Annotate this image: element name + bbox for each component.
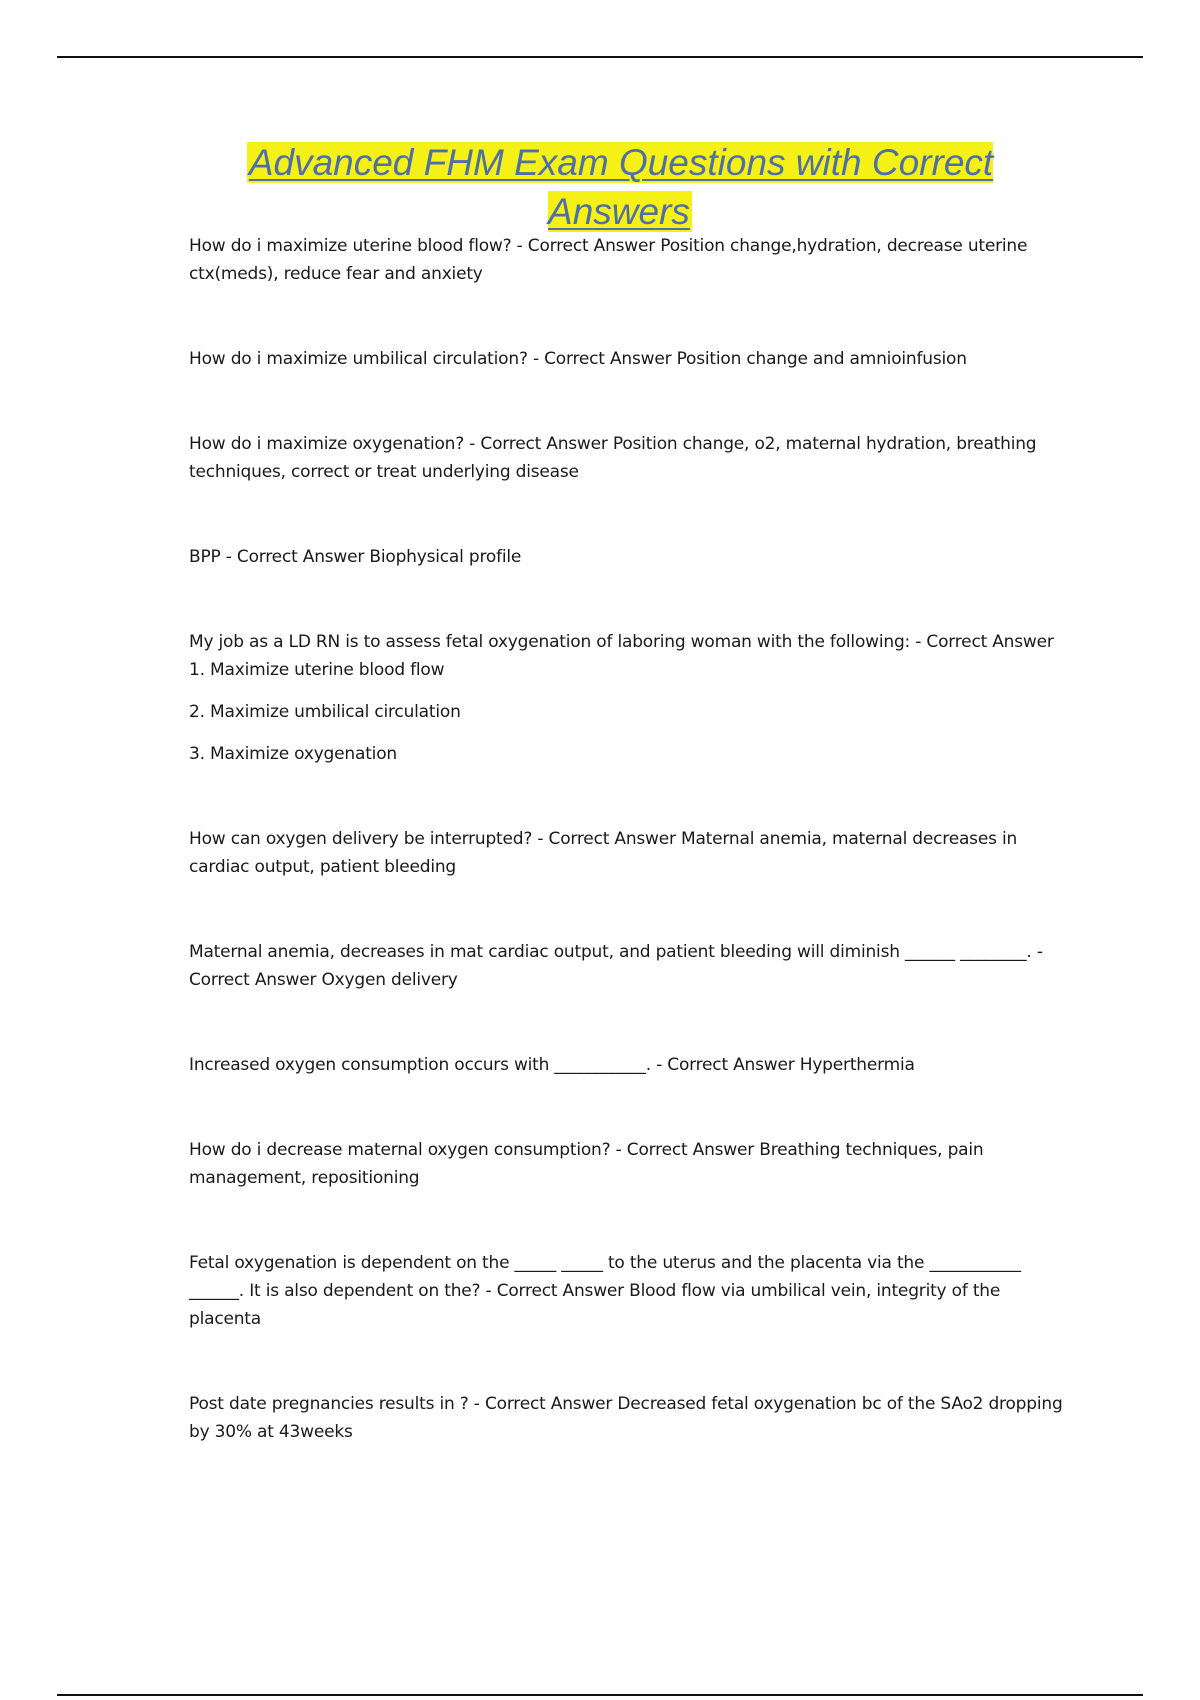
qa-text: Fetal oxygenation is dependent on the _____ _____ to the uterus and the placenta via the ___________ ______. It is also dependent on the? - Correct Answer Blood flow via umbilical vein, integrity of the placenta	[189, 1253, 1021, 1329]
qa-text: My job as a LD RN is to assess fetal oxygenation of laboring woman with the following: - Correct Answer 1. Maximize uterine blood flow	[189, 632, 1054, 680]
qa-item	[189, 543, 1069, 571]
qa-item	[189, 938, 1069, 994]
title-highlight: Advanced FHM Exam Questions with Correct Answers	[248, 142, 994, 232]
qa-item	[189, 1249, 1069, 1333]
qa-text: Maternal anemia, decreases in mat cardiac output, and patient bleeding will diminish ______ ________. - Correct Answer Oxygen delivery	[189, 942, 1043, 990]
qa-item	[189, 1390, 1069, 1446]
top-divider	[57, 56, 1143, 58]
page-title	[190, 138, 1050, 236]
qa-text: BPP - Correct Answer Biophysical profile	[189, 547, 522, 567]
qa-text: How can oxygen delivery be interrupted? - Correct Answer Maternal anemia, maternal decreases in cardiac output, patient bleeding	[189, 829, 1018, 877]
qa-item	[189, 430, 1069, 486]
qa-text: Increased oxygen consumption occurs with ___________. - Correct Answer Hyperthermia	[189, 1055, 915, 1075]
bottom-divider	[57, 1694, 1143, 1696]
qa-text: How do i decrease maternal oxygen consumption? - Correct Answer Breathing techniques, pain management, repositioning	[189, 1140, 984, 1188]
qa-item	[189, 1051, 1069, 1079]
qa-list-line: 2. Maximize umbilical circulation	[189, 702, 461, 722]
qa-item	[189, 628, 1069, 768]
qa-item	[189, 1136, 1069, 1192]
qa-list-line: 3. Maximize oxygenation	[189, 744, 397, 764]
qa-item	[189, 232, 1069, 288]
qa-text: How do i maximize oxygenation? - Correct Answer Position change, o2, maternal hydration, breathing techniques, correct or treat underlying disease	[189, 434, 1037, 482]
qa-text: How do i maximize umbilical circulation? - Correct Answer Position change and amnioinfusion	[189, 349, 967, 369]
qa-text: How do i maximize uterine blood flow? - Correct Answer Position change,hydration, decrease uterine ctx(meds), reduce fear and anxiety	[189, 236, 1028, 284]
qa-list	[189, 232, 1069, 1503]
qa-item	[189, 825, 1069, 881]
qa-item	[189, 345, 1069, 373]
qa-text: Post date pregnancies results in ? - Correct Answer Decreased fetal oxygenation bc of the SAo2 dropping by 30% at 43weeks	[189, 1394, 1063, 1442]
